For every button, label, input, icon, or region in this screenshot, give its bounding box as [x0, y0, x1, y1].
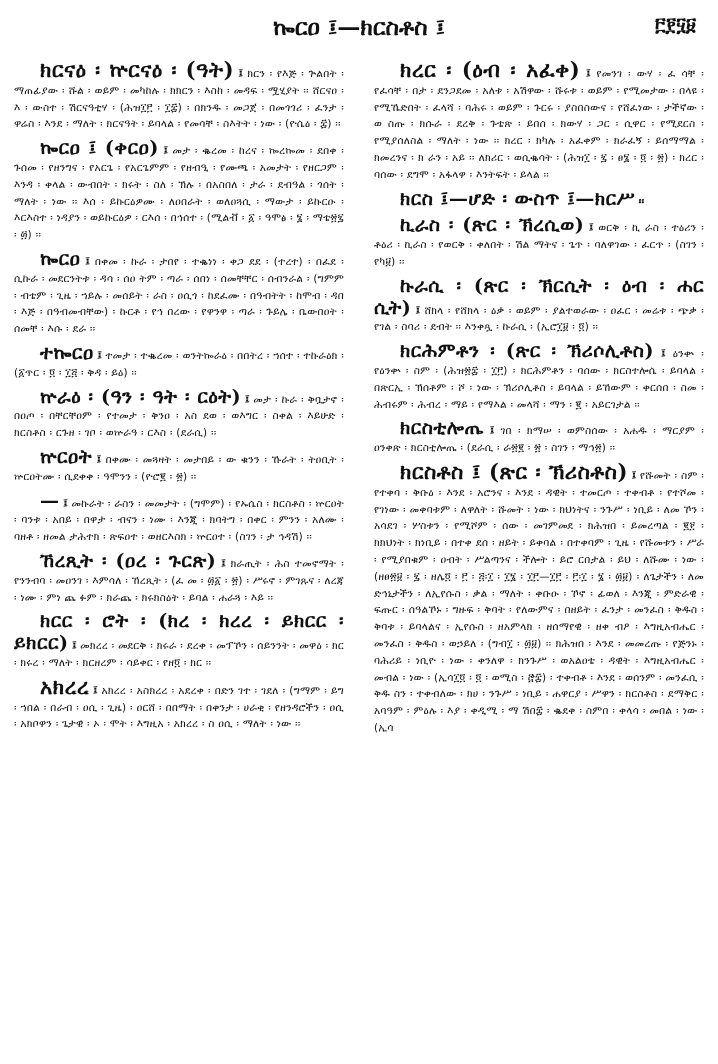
- running-title: ኰርዐ ፤—ክርስቶስ ፤: [272, 14, 446, 41]
- entry-headword: ክርስ ፤—ሆድ ፡ ውስጥ ፤—ክርሥ: [400, 187, 636, 210]
- entry-definition: ገበ ፡ ክማሠ ፡ ወምስሰው ፡ አሐዱ ፡ ማርያም ፡ ዐንቀጽ ፡ ክርስቲሎጤ ፡ (ደራሲ ፡ ራ፳፪ ፡ ፳ ፡ ስገን ፡ ማኅ፳) ፡፡: [374, 425, 704, 455]
- dictionary-entry: [14, 611, 344, 671]
- dictionary-entry: [14, 551, 344, 606]
- entry-headword: ኸረጺት ፡ (ዐረ ፡ ጉርጽ): [40, 549, 217, 572]
- left-column: [14, 60, 344, 1056]
- dictionary-entry: [374, 458, 704, 737]
- dictionary-entry: [374, 418, 704, 457]
- entry-headword: አክረረ: [40, 673, 90, 699]
- entry-headword: ኰርዐ: [40, 247, 81, 270]
- entry-headword: ኪራስ ፡ (ጽር ፡ ኽረሲወ): [400, 214, 585, 237]
- entry-headword: ኵራዕ ፡ (ዓን ፡ ዓት ፡ ርዕት): [40, 385, 242, 408]
- entry-headword: ክርር ፡ ሮት ፡ (ክረ ፡ ክረረ ፡ ይክርር ፡ ይክርር): [14, 610, 344, 655]
- entry-definition: አክረረ ፡ አስክረረ ፡ አደረቀ ፡ በድን ገተ ፡ ገደለ ፡ (ግማም ፡ ይግ ፡ ኀበል ፡ በራብ ፡ ዐሲ ፡ ጊዜ) ፡ ዐርሸ ፡ በበማት ፡ በቀንታ ፡ ሀራቂ ፡ የዘንዳሮችን ፡ ዐሲ ፡ አክቦዋን ፡ ጌታዊ ፡ ኦ ፡ ሞት ፡ እግዚአ ፡ አክረረ ፡ ስ ዐሲ ፡ ማለት ፡ ነው ፡፡: [14, 684, 344, 731]
- right-column: [374, 60, 704, 1056]
- page-number: ፫፻፶፱: [655, 14, 696, 36]
- entry-separator: ፤: [92, 682, 98, 697]
- entry-separator: ፤: [97, 347, 102, 362]
- entry-separator: ፤: [585, 66, 591, 80]
- dictionary-entry: [14, 491, 344, 546]
- dictionary-entry: [374, 189, 704, 211]
- entry-separator: ፤: [244, 391, 250, 406]
- entry-definition: መታ ፡ ቈረመ ፡ ከረና ፡ ኰረኰመ ፡ ደበቀ ፡ ጉሰመ ፡ የዘንግና ፡ የአርጌ ፡ የአርጌምም ፡ የዘብዒ ፡ የሙጫ ፡ አመታት ፡ የዘርጋም ፡ እንዳ ፡ ቀላል ፡ ውብበት ፡ ክሩት ፡ ስለ ፡ ኽሉ ፡ በአስበለ ፡ ታራ ፡ ደብዓል ፡ ጎሰት ፡ ማለት ፡ ነው ፡፡ እሰ ፡ ይኩርዕዎሙ ፡ ለዐበራት ፡ ወለዐጓሲ ፡ ማውታ ፡ ይኩርዑ ፡ እርእስተ ፡ ነዳያን ፡ ወይኩርዕዎ ፡ ርእሰ ፡ በኅሰተ ፡ (ሚልቭ ፡ ፩ ፡ ዓሞፅ ፡ ፮ ፡ ማቴ፳፯ ፡ ፴) ፡፡: [14, 145, 344, 242]
- entry-separator: ፤: [631, 467, 637, 482]
- entry-headword: ኩራሲ ፡ (ጽር ፡ ኽርሲት ፡ ዕብ ፡ ሐር ሲት): [374, 274, 704, 319]
- entry-headword: ክርስቶስ ፤ (ጽር ፡ ኽሪስቶስ): [400, 458, 628, 484]
- entry-separator: ፤: [85, 253, 91, 268]
- entry-definition: ሸክላ ፡ የሸክላ ፡ ዕቃ ፡ ወይም ፡ ያልተወራው ፡ ዐፈር ፡ መሬቱ ፡ ጭቃ ፡ የገል ፡ ስባሪ ፡ ደብት ፡፡ እንቀጿ ፡ ኩራሲ ፡ (ኢሮ፲፱ ፡ ፬) ፡፡: [374, 304, 704, 334]
- entry-definition: ወርቅ ፡ ኪ ራስ ፡ ተዕሪን ፡ ቶዕሪ ፡ ኪራስ ፡ የወርቅ ፡ ቀለበት ፡ ሽል ማትና ፡ ጌጥ ፡ ባለዋገው ፡ ፈርጥ ፡ (ስገን ፡ የካ፱) ፡፡: [374, 222, 704, 268]
- entry-headword: ኵርዐት: [40, 445, 93, 468]
- dictionary-entry: [14, 60, 344, 133]
- entry-definition: በቀመ ፡ ኩራ ፡ ታበየ ፡ ተቈነነ ፡ ቀጋ ደደ ፡ (ተረተ) ፡ በፈደ ፡ ሲኩራ ፡ መደርንትቱ ፡ ዳሳ ፡ ሰዐ ትም ፡ ጣራ ፡ ሰበነ ፡ ሰመቸቸር ፡ ሰብንራል ፡ (ግምም ፡ ብቴም ፡ ጊዜ ፡ ኀይሉ ፡ መሰይት ፡ ራስ ፡ ዐሲጎ ፡ ከደፈሙ ፡ በዓብትት ፡ ከሞብ ፡ ዳበ ፡ እጅ ፡ በዓብመብቸው) ፡ ኩርቶ ፡ የኅ በረው ፡ የዋንዋ ፡ ጣራ ፡ ጉይሌ ፡ ቤውበዐት ፡ ሰመቸ ፡ እሱ ፡ ደራ ፡፡: [14, 255, 344, 336]
- entry-separator: ፤: [238, 66, 244, 80]
- entry-headword: ክረር ፡ (ዕብ ፡ አፈቀ): [400, 60, 581, 82]
- entry-headword: ክርሕምቶን ፡ (ጽር ፡ ኽሪሶሊቶስ): [400, 340, 654, 363]
- entry-definition: በቀሙ ፡ መጓዛት ፡ መታበይ ፡ ው ቁንን ፡ ኹራት ፡ ትዐቢት ፡ ኵርዐትሙ ፡ ሲደቀቀ ፡ ዓሞንን ፡ (ዮሮ፪ ፡ ፳) ፡፡: [14, 453, 344, 483]
- entry-separator: ፤: [220, 555, 226, 570]
- entry-headword: ክርናዕ ፡ ኵርናዕ ፡ (ዓት): [40, 60, 235, 82]
- entry-definition: መክረረ ፡ መደርቅ ፡ ክሩራ ፡ ደረቀ ፡ መፕኾን ፡ ሰይንንት ፡ መዋዕ ፡ ክር ፡ ክሩረ ፡ ማለት ፡ ክርዘረም ፡ ሳይቀር ፡ የዘ፬ ፡ ክር ፡፡: [14, 640, 344, 669]
- entry-definition: የሹመት ፡ ስም ፡ የተቀባ ፡ ቅቡዕ ፡ እንደ ፡ አሮንና ፡ እንደ ፡ ዳዊት ፡ ተመርጦ ፡ ተቀብቶ ፡ የተሾመ ፡ የገነው ፡ መቀባቱም ፡ ለዋለት ፡ ሹመት ፡ ነው ፡ ክህነትና ፡ ንጉሥ ፡ ነቢይ ፡ ለመ ኾን ፡ አሳደገ ፡ ሦስቱን ፡ የሚሾም ፡ ሰው ፡ መገምመደ ፡ ክሕዝበ ፡ ይመረጣል ፡ ፪፻ ፡ ክክህነት ፡ ክነቢይ ፡ በተቀ ደሰ ፡ ዘይት ፡ ይቀባል ፡ በተቀባም ፡ ጊዜ ፡ የሹመቱን ፡ ሥራ ፡ የሚያበቁም ፡ ዐብት ፡ ሥልጣንና ፡ ችሎት ፡ ይሮ ርበታል ፡ ይህ ፡ ለሹሙ ፡ ነው ፡ (ዘፀ፳፱ ፡ ፯ ፡ ዘሌ፬ ፡ ፫ ፡ ፭፡፲ ፡ ፲፮ ፡ ፲፫—፲፫ ፡ ፫፡፲ ፡ ፮ ፡ ፴፱) ፡ ለጌታችን ፡ ለመ ድኅኒታችን ፡ ለኢየሱስ ፡ ቃል ፡ ማለት ፡ ቀቡዑ ፡ ኾኖ ፡ ፊወለ ፡ እንጂ ፡ ምድራዊ ፡ ፍጡር ፡ ሰዓልኾኑ ፡ ግዙፍ ፡ ቅባት ፡ የለውምና ፡ በዘይት ፡ ፈንታ ፡ መንፈስ ፡ ቅዱስ ፡ ቅባቱ ፡ ይባላልና ፡ ኢየሱስ ፡ ዘአምላክ ፡ ዘሰማየዊ ፡ ዘቀ ብዖ ፡ እግዚአብሔር ፡ መንፈስ ፡ ቅዱስ ፡ ወኃይለ ፡ (ግብ፲ ፡ ፴፱) ፡፡ ክሕዝበ ፡ እንደ ፡ መመረጡ ፡ የጅንኑ ፡ ባሕሪይ ፡ ነቢዮ ፡ ነው ፡ ቀንለዋ ፡ ክንጉሥ ፡ ወአልዐቴ ፡ ዳዊት ፡ እግዚአብሔር ፡ መብል ፡ ነው ፡ (ኢሳ፲፬ ፡ ፬ ፡ ወሚስ ፡ ፸፰) ፡ ተቀብቶ ፡ እንደ ፡ ወሰንም ፡ መንፈሲ ፡ ቅዱ ስን ፡ ተቀብለው ፡ ክሀ ፡ ንጉሥ ፡ ነቢይ ፡ ሐዋርያ ፡ ሥዋን ፡ ክርስቶስ ፡ ደማቅር ፡ አባዓም ፡ ምዕሉ ፡ እያ ፡ ቀዲሚ ፡ ማ ሽበ፰ ፡ ቈደቀ ፡ ስምበ ፡ ቀላሳ ፡ መበል ፡ ነው ፡ (ኢሳ: [374, 469, 704, 734]
- dictionary-entry: [14, 673, 344, 733]
- entry-separator: ፤: [71, 638, 77, 653]
- entry-definition: መኩራት ፡ ራስን ፡ መመታት ፡ (ግሞም) ፡ የኡሴስ ፡ ክርስቶስ ፡ ኵርዐት ፡ ባንቱ ፡ አበይ ፡ በዋታ ፡ ብናን ፡ ነሙ ፡ እንጂ ፡ ክባትግ ፡ በቀር ፡ ምንን ፡ አለሙ ፡ ባዘቶ ፡ ዘመል ታሕተክ ፡ ጽፍዐተ ፡ ወዘርእስክ ፡ ኵርዐተ ፡ (ስገን ፡ ታ ኅዳሽ) ፡፡: [14, 497, 344, 544]
- dictionary-entry: [14, 447, 344, 486]
- entry-separator: ፡፡: [638, 193, 645, 208]
- entry-separator: ፤: [163, 143, 169, 158]
- entry-definition: ክርን ፡ የእጅ ፡ ጕልበት ፡ ማጠፊያው ፡ ሹል ፡ ወይም ፡ መካከሉ ፡ ክክርን ፡ እስከ ፡ መዳፍ ፡ ሟሂያት ፡፡ ሸርናዐ ፡ እ ፡ ውስተ ፡ ሽርናዓቲሃ ፡ (ሕዝ፲፫ ፡ ፲፰) ፡ በክንዱ ፡ መጋጀ ፡ በመጎጎሪ ፡ ፈንታ ፡ ዋሬስ ፡ እንደ ፡ ማለት ፡ ክርናዓት ፡ ይባላል ፡ የመሳቸ ፡ ስእትት ፡ ነው ፡ (ዮሴዕ ፡ ፰) ፡፡: [14, 68, 344, 131]
- entry-headword: —: [40, 489, 60, 512]
- dictionary-entry: [14, 387, 344, 442]
- entry-separator: ፤: [415, 302, 421, 317]
- entry-separator: ፤: [588, 220, 594, 235]
- entry-definition: መታ ፡ ኩራ ፡ ቅቧታኖ ፡ በዐጦ ፡ በቸርቸዐም ፡ የተመታ ፡ ቅንዐ ፡ አስ ደወ ፡ ወእግር ፡ ስቀል ፡ እይሁድ ፡ ክርስቶስ ፡ ርጉዘ ፡ ገቦ ፡ ወኵራዓ ፡ ርእስ ፡ (ደራሲ) ፡፡: [14, 393, 344, 440]
- dictionary-entry: [374, 60, 704, 184]
- dictionary-entry: [14, 343, 344, 382]
- entry-definition: ተመታ ፡ ተቈረመ ፡ ወንትኰራዕ ፡ በበትረ ፡ ኀሰተ ፡ ተኩራዕክ ፡ (፩ጥር ፡ ፬ ፡ ፲፭ ፡ ቅዳ ፡ ይዕ) ፡፡: [14, 349, 344, 379]
- entry-headword: ክርስቲሎጤ: [400, 417, 484, 440]
- dictionary-entry: [374, 276, 704, 336]
- entry-separator: ፤: [489, 423, 495, 438]
- entry-separator: ፤: [96, 451, 102, 466]
- entry-definition: ክራጢት ፡ ሕስ ተመኖማት ፡ የንንብባ ፡ መዐንገ ፡ እምሳለ ፡ ኸረጺት ፡ (ፈ መ ፡ ፴፩ ፡ ፳) ፡ ሥሩኖ ፡ ምገጹና ፡ ለረጃ ፡ ነሙ ፡ ምነ ጨ ፉም ፡ ክራጨ ፡ ክሩክስዕት ፡ ይባል ፡ ሐራጓ ፡ እይ ፡፡: [14, 557, 344, 604]
- entry-separator: ፤: [660, 346, 666, 361]
- entry-headword: ኰርዐ ፤ (ቀርዐ): [40, 137, 159, 160]
- page-header: [0, 0, 718, 56]
- dictionary-entry: [14, 138, 344, 244]
- entry-definition: የመንገ ፡ ውሃ ፡ ፈ ሳቸ ፡ የፈሳቸ ፡ በታ ፡ ደንጋደመ ፡ አለቱ ፡ አሽዋው ፡ ሹሩቱ ፡ ወይም ፡ የሚመታው ፡ በላዩ ፡ የሚኼድበት ፡ ፈላሻ ፡ ባሕሩ ፡ ወይም ፡ ጉርሩ ፡ ያስበስውና ፡ የሸፈነው ፡ ታችኛው ፡ ወ ስጡ ፡ ክሱራ ፡ ደረቅ ፡ ጉቴጽ ፡ ይበሰ ፡ ክውሃ ፡ ጋር ፡ ሲዋር ፡ የሚደርስ ፡ የሚያሰለስል ፡ ማለት ፡ ነው ፡፡ ክረር ፡ ክካሉ ፡ አፈቀም ፡ ክራፈኝ ፡ ይሰማማል ፡ ክመረንና ፡ ክ ራን ፡ አይ ፡፡ ለክሪር ፡ ወሲቈሳት ፡ (ሕዝ፲ ፡ ፯ ፡ ፀ፮ ፡ ፬ ፡ ፳) ፡ ክረር ፡ ባሰው ፡ ደግሞ ፡ አፋላዋ ፡ እንትፍት ፡ ይላል ፡፡: [374, 68, 704, 181]
- dictionary-entry: [14, 249, 344, 338]
- entry-definition: ዕንቍ ፡ የዕንቍ ፡ ስም ፡ (ሕዝ፳፰ ፡ ፲፫) ፡ ክርሕምቶን ፡ ባሰው ፡ ክርስተሎሴ ፡ ይባላል ፡ በጽርኢ ፡ ኽሰቶም ፡ ሾ ፡ ነው ፡ ኽሪሶሊቶስ ፡ ይባላል ፡ ይኸውም ፡ ቀርሰበ ፡ ስመ ፡ ሕብሩም ፡ ሕብረ ፡ ማይ ፡ የማእል ፡ መላሻ ፡ ማን ፡ ፪ ፡ አይርገታል ፡፡: [374, 348, 704, 411]
- entry-separator: ፤: [63, 495, 68, 510]
- dictionary-entry: [374, 215, 704, 270]
- entry-headword: ተኰርዐ: [40, 341, 94, 364]
- dictionary-entry: [374, 341, 704, 413]
